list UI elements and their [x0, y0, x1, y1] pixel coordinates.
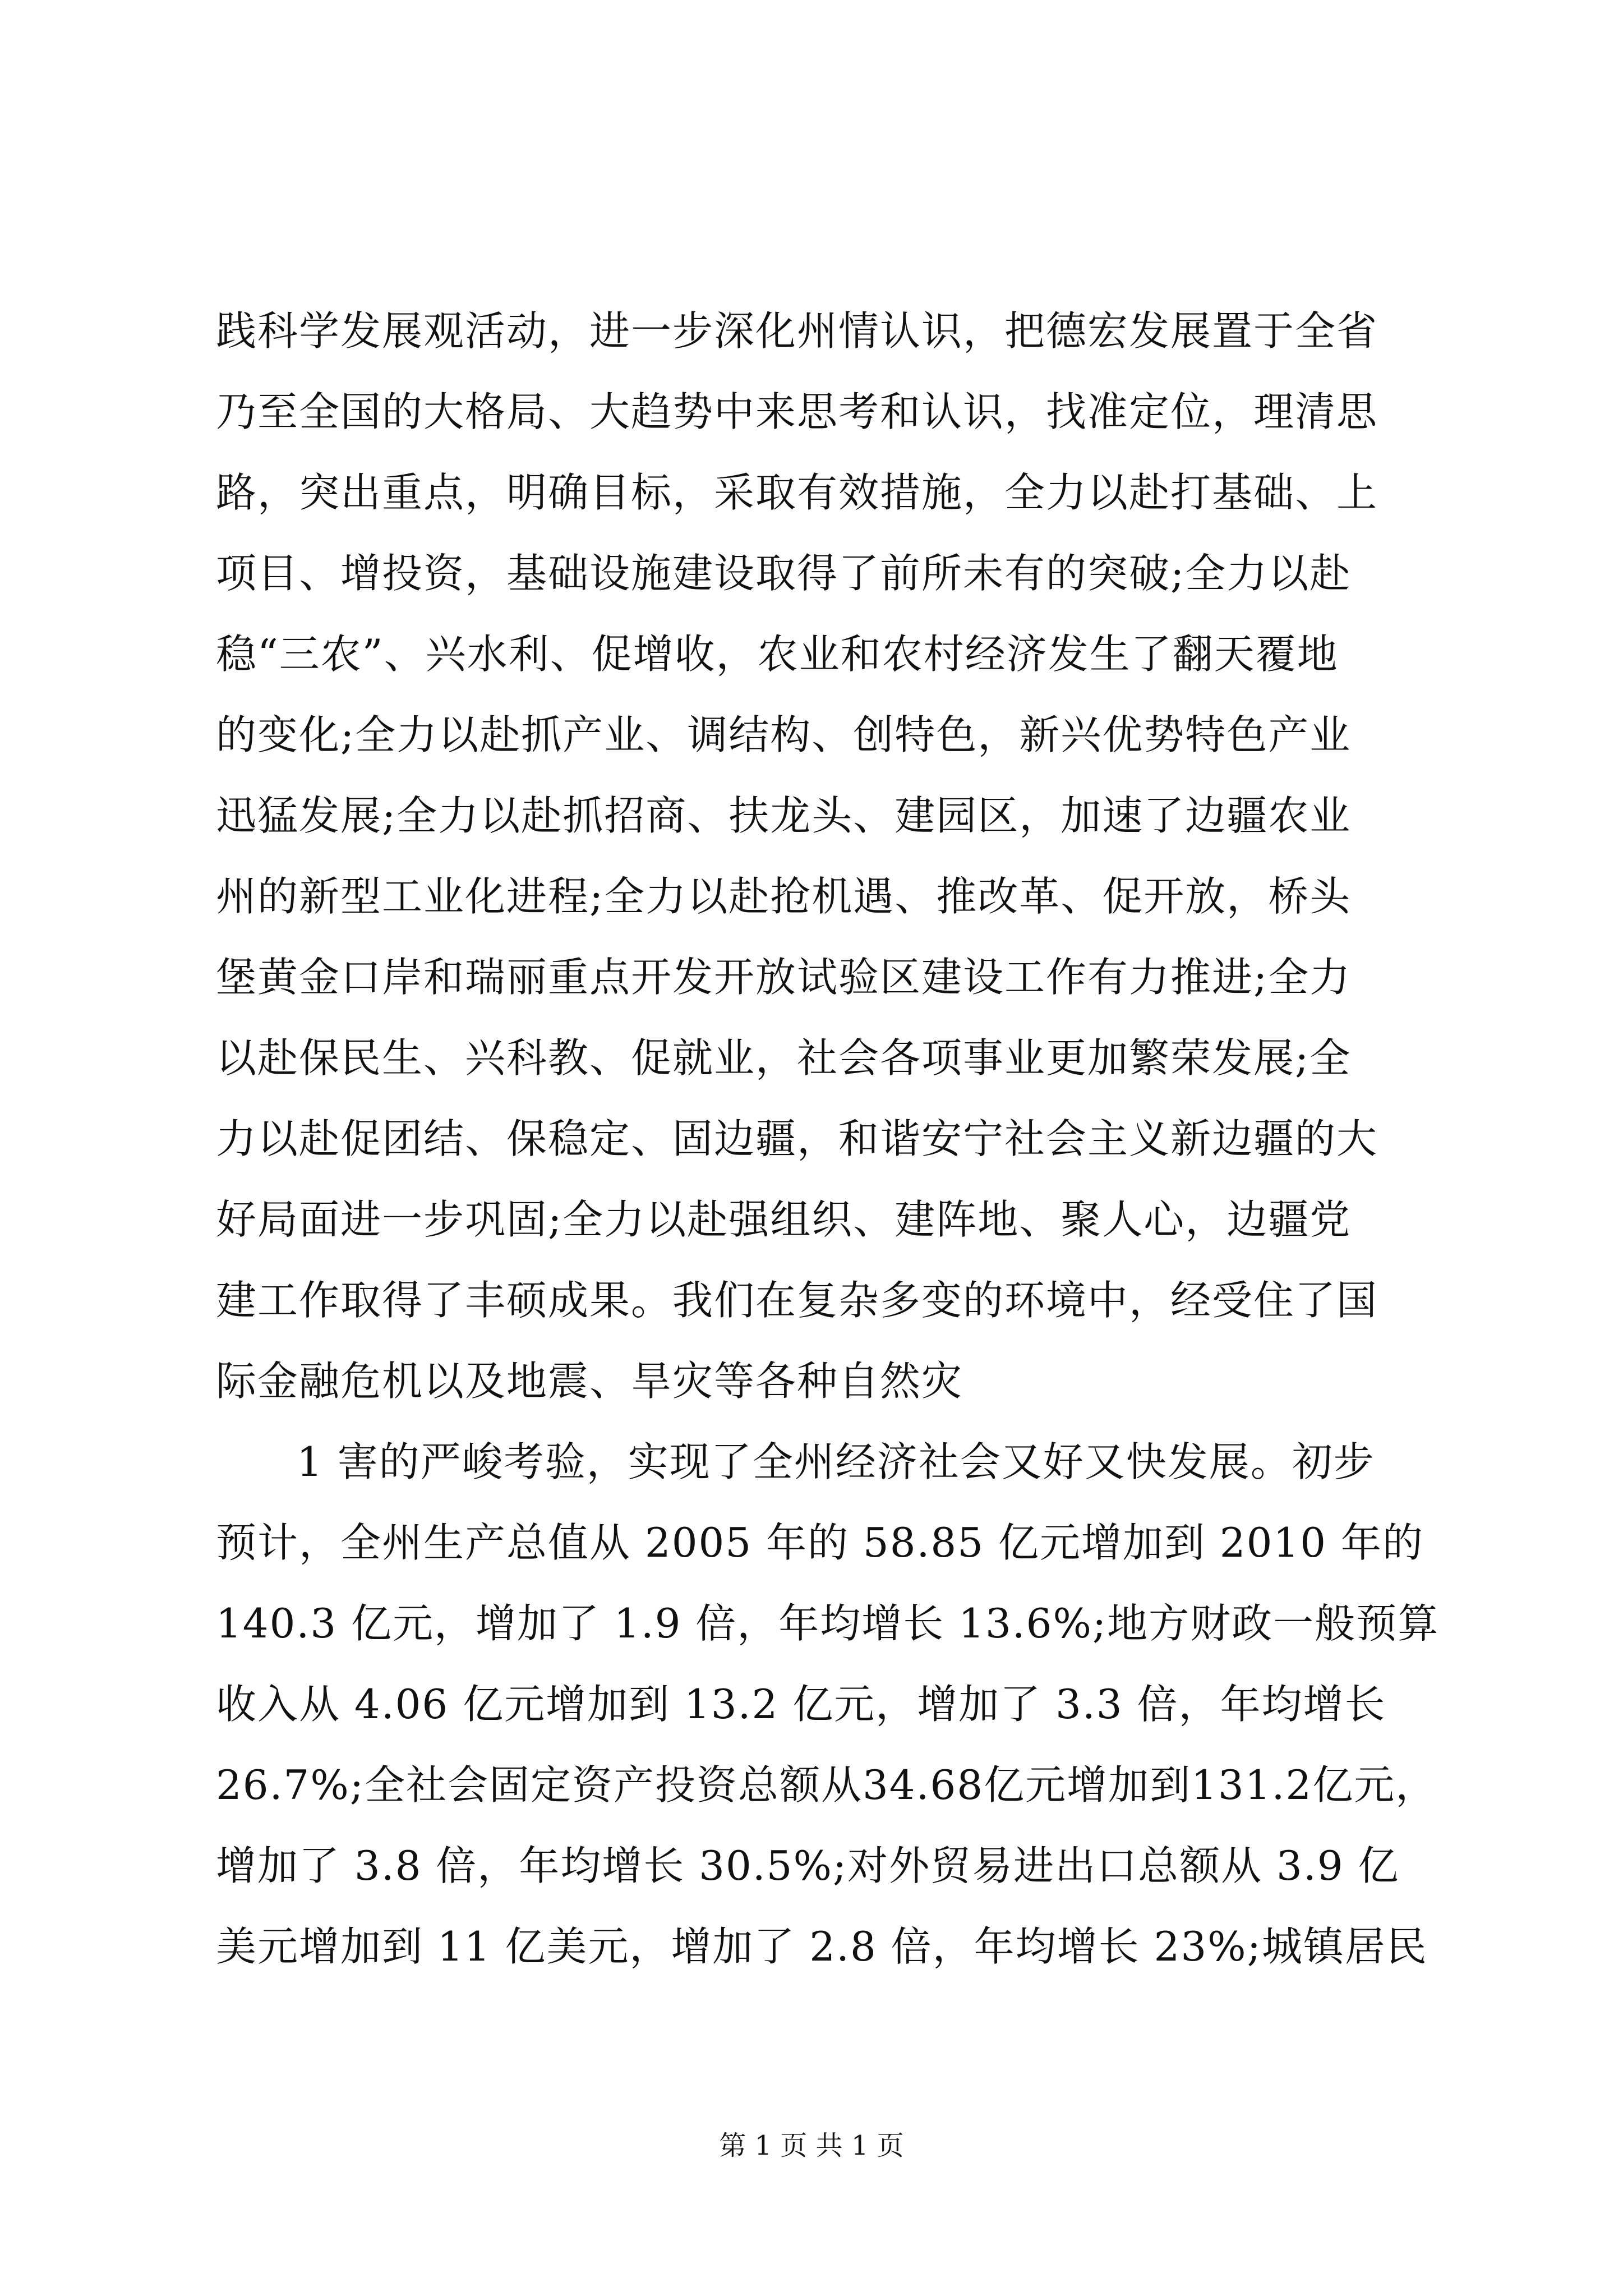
text-line: 建工作取得了丰硕成果。我们在复杂多变的环境中，经受住了国: [216, 1277, 1378, 1324]
text-line: 26.7%;全社会固定资产投资总额从34.68亿元增加到131.2亿元，: [216, 1761, 1437, 1809]
paragraph-first-line: 1 害的严峻考验，实现了全州经济社会又好又快发展。初步: [297, 1438, 1375, 1485]
text-line: 项目、增投资，基础设施建设取得了前所未有的突破;全力以赴: [216, 550, 1352, 597]
text-line: 的变化;全力以赴抓产业、调结构、创特色，新兴优势特色产业: [216, 711, 1352, 758]
text-line: 以赴保民生、兴科教、促就业，社会各项事业更加繁荣发展;全: [216, 1034, 1352, 1082]
text-line: 堡黄金口岸和瑞丽重点开发开放试验区建设工作有力推进;全力: [216, 954, 1352, 1001]
text-line: 好局面进一步巩固;全力以赴强组织、建阵地、聚人心，边疆党: [216, 1196, 1352, 1243]
text-line: 收入从 4.06 亿元增加到 13.2 亿元，增加了 3.3 倍，年均增长: [216, 1681, 1386, 1728]
text-line: 际金融危机以及地震、旱灾等各种自然灾: [216, 1358, 963, 1405]
page-footer: 第 1 页 共 1 页: [719, 2130, 904, 2161]
text-line: 力以赴促团结、保稳定、固边疆，和谐安宁社会主义新边疆的大: [216, 1115, 1378, 1162]
text-line: 践科学发展观活动，进一步深化州情认识，把德宏发展置于全省: [216, 307, 1378, 355]
text-line: 增加了 3.8 倍，年均增长 30.5%;对外贸易进出口总额从 3.9 亿: [216, 1842, 1400, 1889]
text-line: 预计，全州生产总值从 2005 年的 58.85 亿元增加到 2010 年的: [216, 1519, 1424, 1566]
text-line: 140.3 亿元，增加了 1.9 倍，年均增长 13.6%;地方财政一般预算: [216, 1600, 1440, 1647]
text-line: 州的新型工业化进程;全力以赴抢机遇、推改革、促开放，桥头: [216, 873, 1352, 920]
text-line: 美元增加到 11 亿美元，增加了 2.8 倍，年均增长 23%;城镇居民: [216, 1923, 1428, 1970]
text-line: 迅猛发展;全力以赴抓招商、扶龙头、建园区，加速了边疆农业: [216, 792, 1352, 839]
text-line: 稳“三农”、兴水利、促增收，农业和农村经济发生了翻天覆地: [216, 631, 1339, 678]
text-line: 乃至全国的大格局、大趋势中来思考和认识，找准定位，理清思: [216, 388, 1378, 435]
text-line: 路，突出重点，明确目标，采取有效措施，全力以赴打基础、上: [216, 469, 1378, 516]
